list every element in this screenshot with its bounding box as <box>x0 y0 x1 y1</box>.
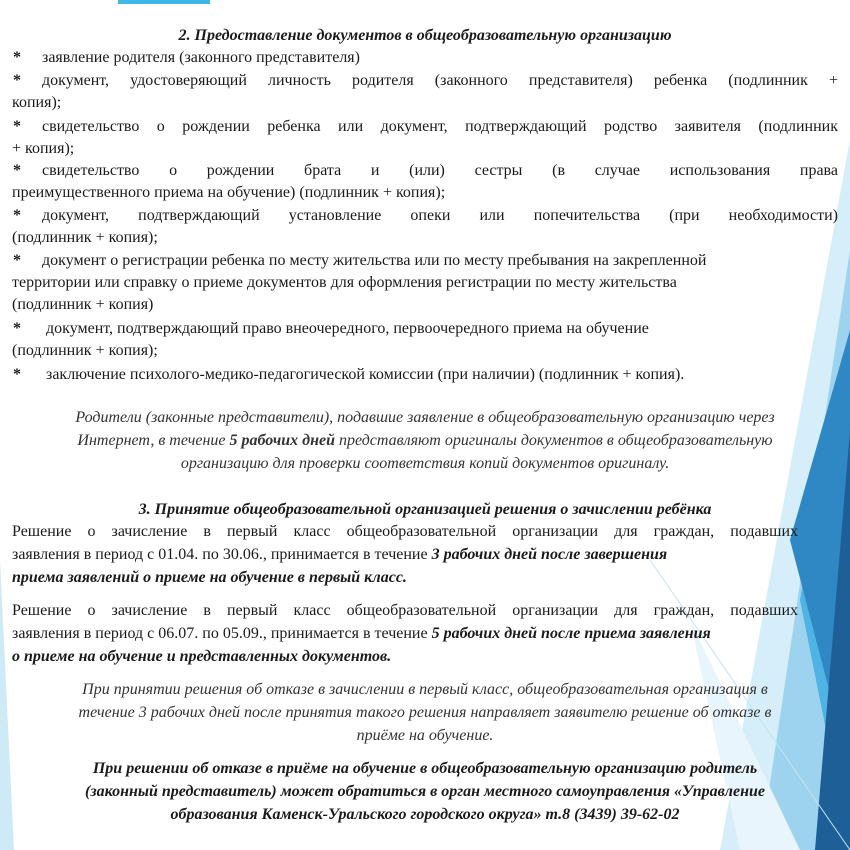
bullet-icon: * <box>13 162 21 179</box>
list-item-text: свидетельство о рождении ребенка или документ, подтверждающий родство заявителя (подлинник <box>42 118 838 135</box>
list-item-text: (подлинник + копия); <box>12 229 158 246</box>
list-item-text: заявление родителя (законного представителя) <box>42 49 360 66</box>
list-item-text: документ, удостоверяющий личность родителя (законного представителя) ребенка (подлинник + <box>42 72 838 89</box>
section-3-title: 3. Принятие общеобразовательной организацией решения о зачислении ребёнка <box>138 501 712 518</box>
list-item-text: + копия); <box>12 140 75 157</box>
appeal-line: При решении об отказе в приёме на обучение в общеобразовательную организацию родитель <box>92 760 758 777</box>
note-line: Родители (законные представители), подавшие заявление в общеобразовательную организацию через <box>75 409 775 426</box>
paragraph-line: Решение о зачисление в первый класс общеобразовательной организации для граждан, подавших <box>12 523 798 540</box>
top-link-strip <box>118 0 210 4</box>
bullet-icon: * <box>13 72 21 89</box>
paragraph-line: приема заявлений о приеме на обучение в первый класс. <box>12 569 407 586</box>
list-item-text: (подлинник + копия); <box>12 342 158 359</box>
list-item-text: (подлинник + копия) <box>12 296 154 313</box>
paragraph-line: Решение о зачисление в первый класс общеобразовательной организации для граждан, подавших <box>12 602 798 619</box>
bullet-icon: * <box>13 118 21 135</box>
list-item-text: заключение психолого-медико-педагогической комиссии (при наличии) (подлинник + копия). <box>46 366 685 383</box>
list-item-text: свидетельство о рождении брата и (или) сестры (в случае использования права <box>42 162 838 179</box>
paragraph-line: заявления в период с 01.04. по 30.06., принимается в течение 3 рабочих дней после завершения <box>12 546 668 563</box>
list-item-text: документ, подтверждающий право внеочередного, первоочередного приема на обучение <box>46 320 649 337</box>
appeal-line: образования Каменск-Уральского городского округа» т.8 (3439) 39-62-02 <box>170 806 680 823</box>
refusal-line: приёме на обучение. <box>356 727 494 744</box>
list-item-text: документ о регистрации ребенка по месту жительства или по месту пребывания на закрепленной <box>42 252 707 269</box>
list-item-text: преимущественного приема на обучение) (подлинник + копия); <box>12 184 446 201</box>
refusal-line: течение 3 рабочих дней после принятия такого решения направляет заявителю решение об отказе в <box>78 704 772 721</box>
list-item-text: копия); <box>12 94 62 111</box>
bullet-icon: * <box>13 320 21 337</box>
paragraph-line: заявления в период с 06.07. по 05.09., принимается в течение 5 рабочих дней после приема заявления <box>12 625 711 642</box>
bullet-icon: * <box>13 207 21 224</box>
bullet-icon: * <box>13 366 21 383</box>
note-line: Интернет, в течение 5 рабочих дней представляют оригиналы документов в общеобразовательную <box>77 432 773 449</box>
bullet-icon: * <box>13 252 21 269</box>
note-line: организацию для проверки соответствия копий документов оригиналу. <box>180 455 670 472</box>
paragraph-line: о приеме на обучение и представленных документов. <box>12 648 392 665</box>
list-item-text: территории или справку о приеме документов для оформления регистрации по месту жительства <box>12 274 677 291</box>
section-2-title: 2. Предоставление документов в общеобразовательную организацию <box>178 27 672 44</box>
list-item-text: документ, подтверждающий установление опеки или попечительства (при необходимости) <box>42 207 838 224</box>
appeal-line: (законный представитель) может обратиться в орган местного самоуправления «Управление <box>85 783 765 800</box>
bullet-icon: * <box>13 49 21 66</box>
refusal-line: При принятии решения об отказе в зачислении в первый класс, общеобразовательная организация в <box>82 681 768 698</box>
